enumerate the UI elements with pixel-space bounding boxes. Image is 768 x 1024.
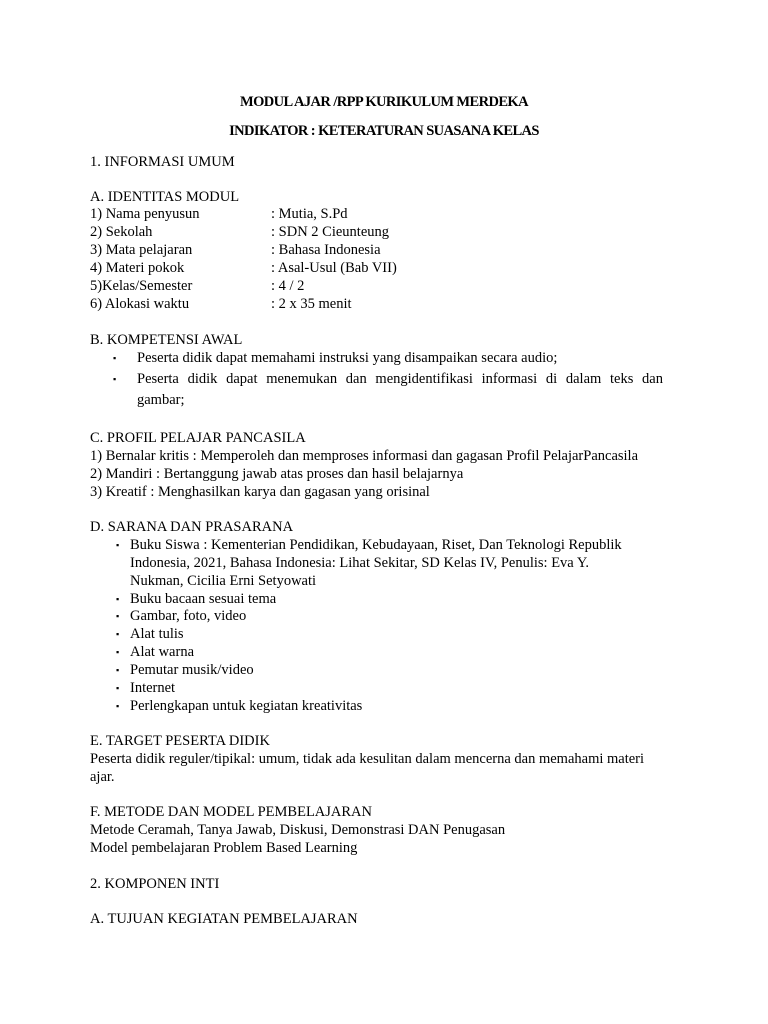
identitas-value: : Asal-Usul (Bab VII) [271,260,397,276]
bullet-icon: ▪ [116,665,120,675]
sarana-heading: D. SARANA DAN PRASARANA [90,519,294,535]
metode-line: Metode Ceramah, Tanya Jawab, Diskusi, Demonstrasi DAN Penugasan [90,822,506,838]
bullet-icon: ▪ [116,540,120,550]
bullet-icon: ▪ [116,647,120,657]
identitas-value: : 4 / 2 [271,278,305,294]
bullet-icon: ▪ [116,629,120,639]
target-line: ajar. [90,769,115,785]
list-item: Peserta didik dapat memahami instruksi yang disampaikan secara audio; [137,350,558,366]
bullet-icon: ▪ [116,594,120,604]
sarana-book-line: Indonesia, 2021, Bahasa Indonesia: Lihat Sekitar, SD Kelas IV, Penulis: Eva Y. [130,555,590,571]
identitas-key: 3) Mata pelajaran [90,242,193,258]
identitas-key: 4) Materi pokok [90,260,185,276]
document-subtitle: INDIKATOR : KETERATURAN SUASANA KELAS [229,123,539,139]
tujuan-heading: A. TUJUAN KEGIATAN PEMBELAJARAN [90,911,358,927]
profil-heading: C. PROFIL PELAJAR PANCASILA [90,430,306,446]
bullet-icon: ▪ [113,353,117,363]
identitas-key: 6) Alokasi waktu [90,296,190,312]
document-title: MODUL AJAR /RPP KURIKULUM MERDEKA [240,94,528,110]
list-item: Perlengkapan untuk kegiatan kreativitas [130,698,363,714]
identitas-key: 2) Sekolah [90,224,153,240]
target-heading: E. TARGET PESERTA DIDIK [90,733,270,749]
list-item: Peserta didik dapat menemukan dan mengidentifikasi informasi di dalam teks dan [137,371,663,387]
target-line: Peserta didik reguler/tipikal: umum, tidak ada kesulitan dalam mencerna dan memahami materi [90,751,645,767]
identitas-value: : 2 x 35 menit [271,296,352,312]
identitas-key: 5)Kelas/Semester [90,278,193,294]
identitas-key: 1) Nama penyusun [90,206,200,222]
identitas-value: : Mutia, S.Pd [271,206,348,222]
identitas-heading: A. IDENTITAS MODUL [90,189,240,205]
bullet-icon: ▪ [116,683,120,693]
list-item: Pemutar musik/video [130,662,254,678]
profil-line: 2) Mandiri : Bertanggung jawab atas proses dan hasil belajarnya [90,466,464,482]
metode-heading: F. METODE DAN MODEL PEMBELAJARAN [90,804,372,820]
sarana-book-line: Buku Siswa : Kementerian Pendidikan, Kebudayaan, Riset, Dan Teknologi Republik [130,537,622,553]
metode-line: Model pembelajaran Problem Based Learning [90,840,358,856]
list-item-continuation: gambar; [137,392,185,408]
identitas-value: : Bahasa Indonesia [271,242,381,258]
section-1-heading: 1. INFORMASI UMUM [90,154,235,170]
list-item: Alat warna [130,644,195,660]
list-item: Gambar, foto, video [130,608,247,624]
bullet-icon: ▪ [113,374,117,384]
identitas-value: : SDN 2 Cieunteung [271,224,390,240]
profil-line: 3) Kreatif : Menghasilkan karya dan gagasan yang orisinal [90,484,430,500]
bullet-icon: ▪ [116,611,120,621]
sarana-book-line: Nukman, Cicilia Erni Setyowati [130,573,317,589]
kompetensi-heading: B. KOMPETENSI AWAL [90,332,243,348]
section-2-heading: 2. KOMPONEN INTI [90,876,220,892]
list-item: Internet [130,680,176,696]
list-item: Alat tulis [130,626,184,642]
list-item: Buku bacaan sesuai tema [130,591,277,607]
profil-line: 1) Bernalar kritis : Memperoleh dan memproses informasi dan gagasan Profil PelajarPancasila [90,448,639,464]
bullet-icon: ▪ [116,701,120,711]
